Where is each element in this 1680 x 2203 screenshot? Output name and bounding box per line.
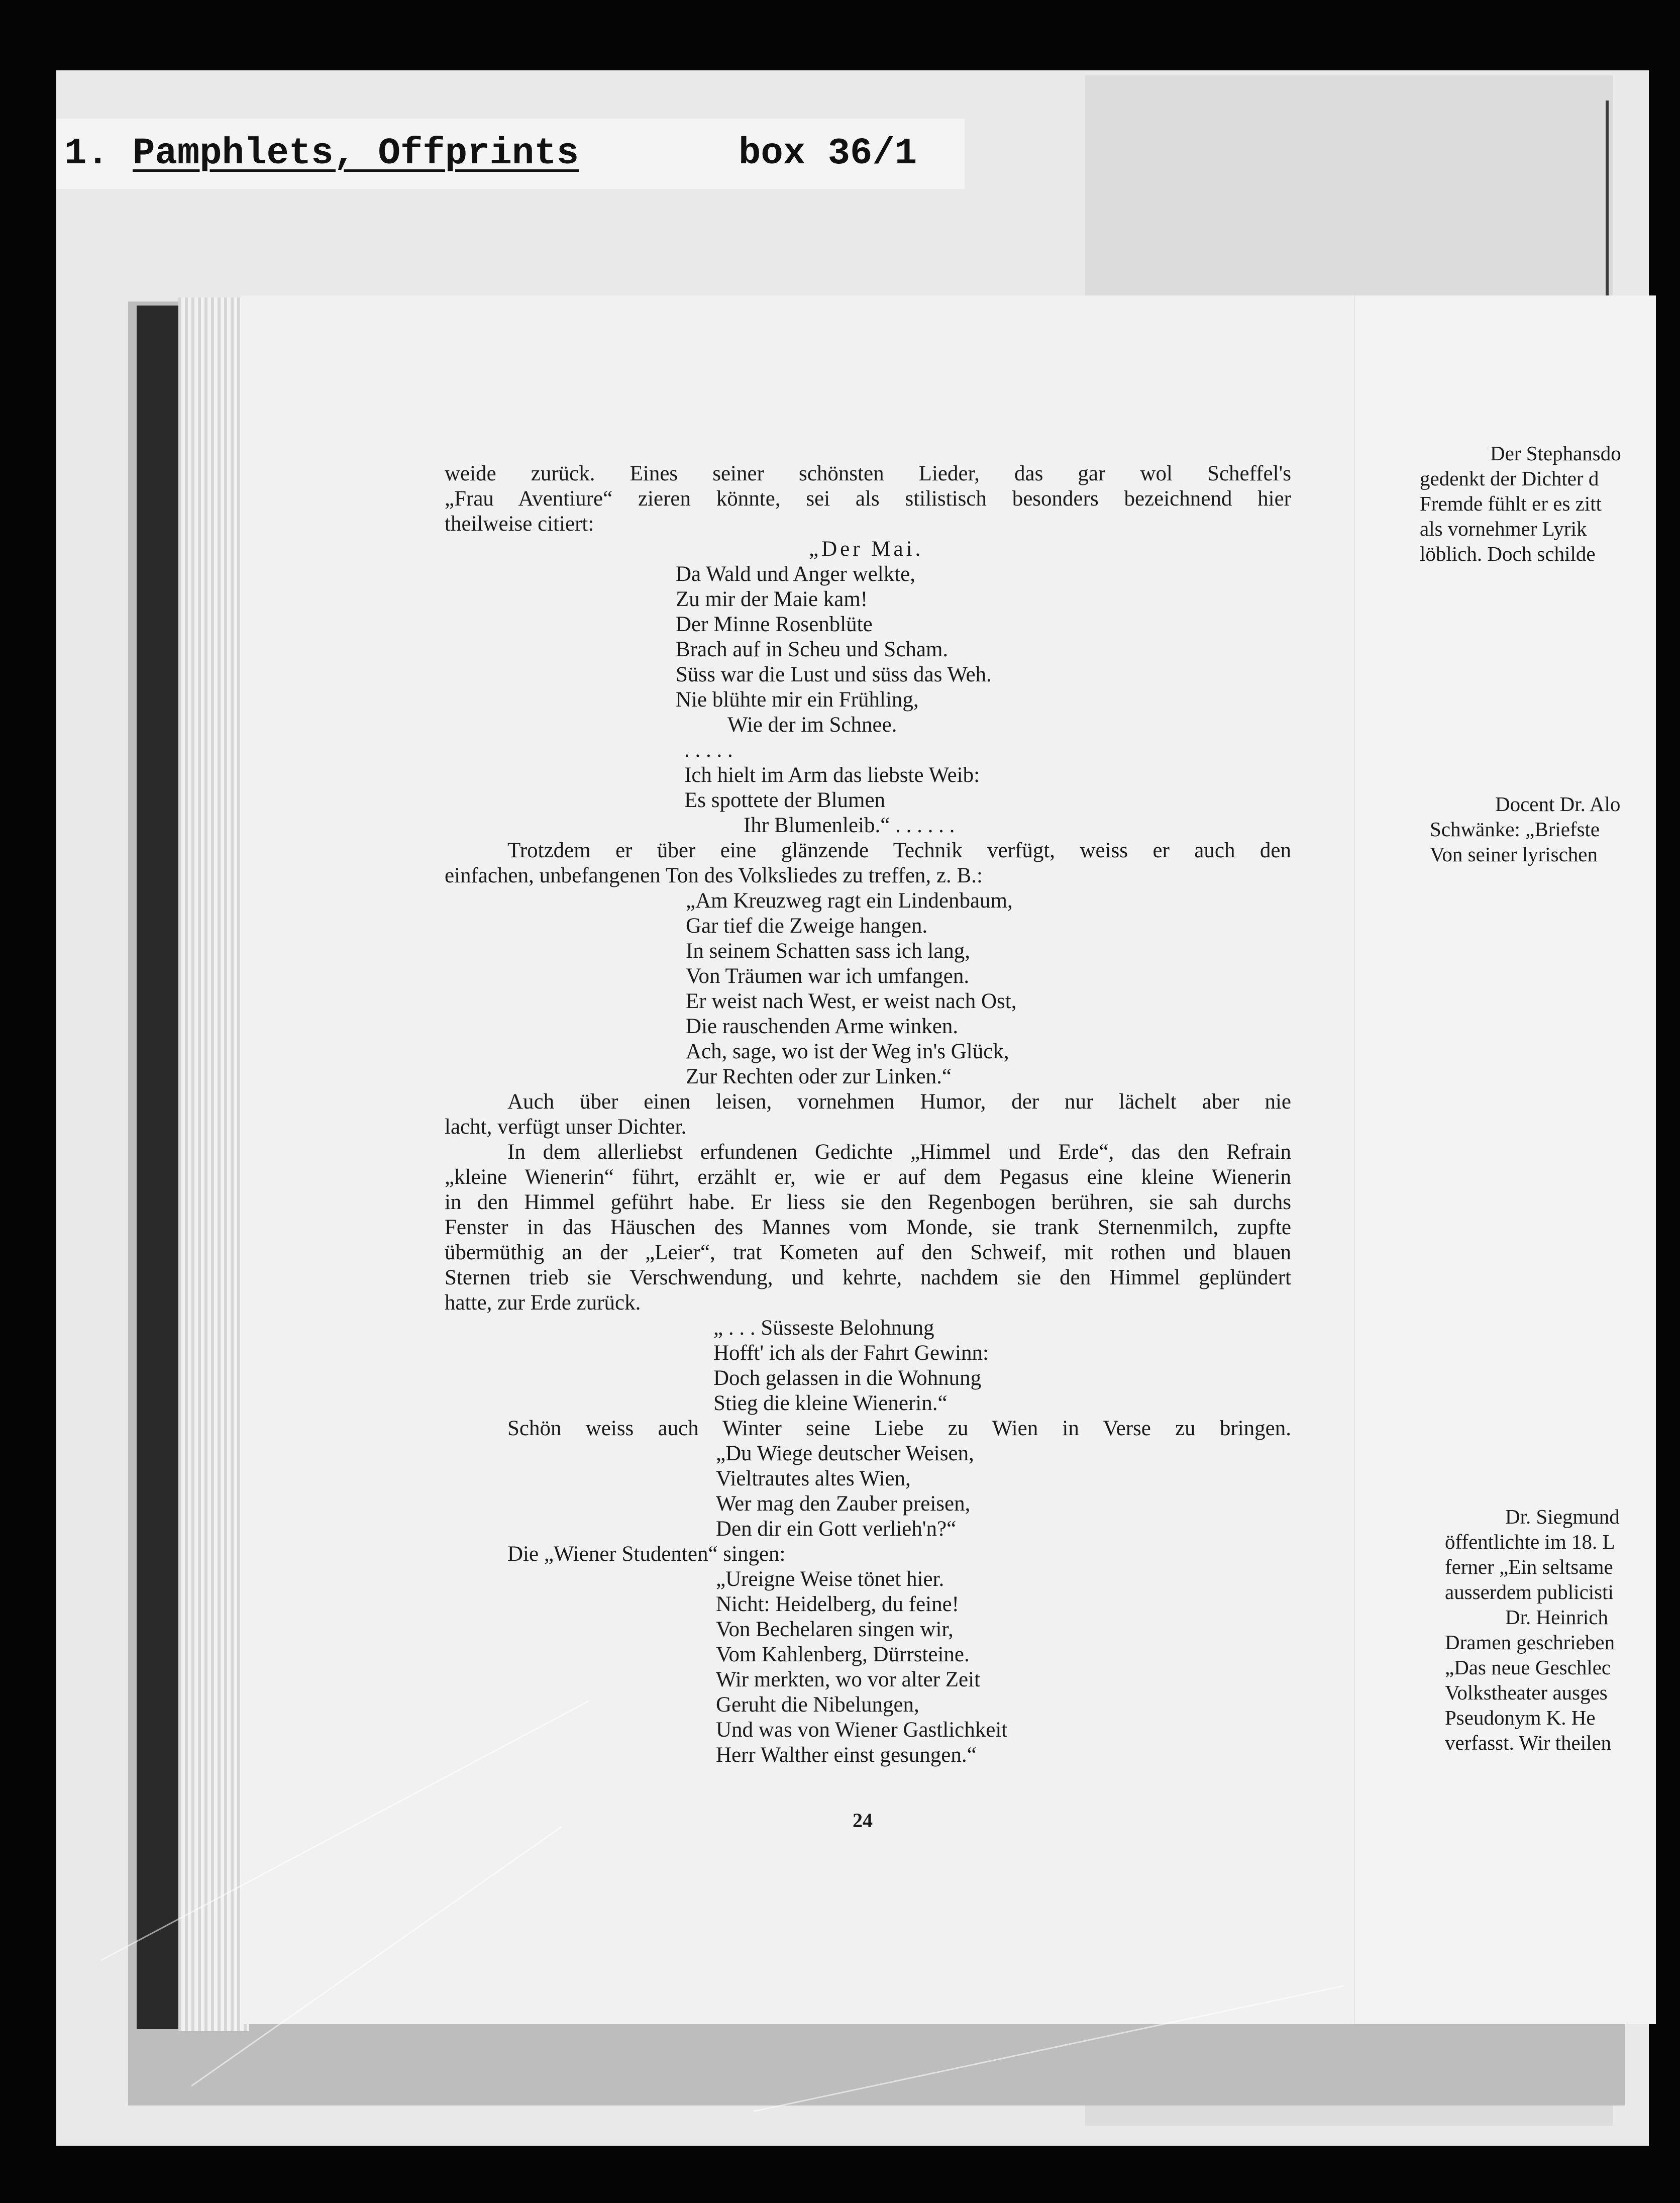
prose-line: In dem allerliebst erfundenen Gedichte „Himmel und Erde“, das den Refrain [507, 1140, 1291, 1164]
poem-line: Nie blühte mir ein Frühling, [676, 688, 919, 712]
poem-line: „Ureigne Weise tönet hier. [716, 1567, 944, 1591]
poem-line: Wie der im Schnee. [727, 713, 897, 737]
prose-line: Auch über einen leisen, vornehmen Humor, der nur lächelt aber nie [507, 1090, 1291, 1114]
prose-line: einfachen, unbefangenen Ton des Volksliedes zu treffen, z. B.: [445, 864, 983, 887]
right-page-line: Dr. Siegmund [1505, 1505, 1620, 1528]
poem-line: Brach auf in Scheu und Scham. [676, 638, 949, 661]
prose-line: „kleine Wienerin“ führt, erzählt er, wie er auf dem Pegasus eine kleine Wienerin [445, 1165, 1291, 1189]
right-page-line: verfasst. Wir theilen [1445, 1731, 1612, 1754]
prose-line: Die „Wiener Studenten“ singen: [507, 1542, 786, 1566]
poem-line: Herr Walther einst gesungen.“ [716, 1743, 977, 1767]
poem-line: Nicht: Heidelberg, du feine! [716, 1592, 959, 1616]
poem-line: Den dir ein Gott verlieh'n?“ [716, 1517, 957, 1541]
poem-line: „Du Wiege deutscher Weisen, [716, 1442, 974, 1465]
poem-line: „Der Mai. [809, 537, 924, 561]
prose-line: „Frau Aventiure“ zieren könnte, sei als stilistisch besonders bezeichnend hier [445, 487, 1291, 511]
right-page-line: öffentlichte im 18. L [1445, 1530, 1615, 1553]
prose-line: theilweise citiert: [445, 512, 594, 536]
label-title: Pamphlets, Offprints [133, 133, 579, 175]
right-page-line: „Das neue Geschlec [1445, 1656, 1611, 1679]
booklet-cover-edge [137, 306, 182, 2029]
archive-label [56, 119, 965, 189]
prose-line: in den Himmel geführt habe. Er liess sie den Regenbogen berühren, sie sah durchs [445, 1190, 1291, 1214]
prose-line: übermüthig an der „Leier“, trat Kometen auf den Schweif, mit rothen und blauen [445, 1241, 1291, 1264]
poem-line: Der Minne Rosenblüte [676, 613, 873, 636]
right-page-line: Pseudonym K. He [1445, 1706, 1596, 1729]
poem-line: Er weist nach West, er weist nach Ost, [686, 989, 1017, 1013]
poem-line: Von Bechelaren singen wir, [716, 1618, 954, 1641]
poem-line: Vieltrautes altes Wien, [716, 1467, 911, 1490]
page-number: 24 [853, 1809, 873, 1832]
prose-line: Trotzdem er über eine glänzende Technik verfügt, weiss er auch den [507, 839, 1291, 862]
right-page-line: Von seiner lyrischen [1430, 843, 1598, 866]
right-page-line: Dramen geschrieben [1445, 1631, 1615, 1654]
poem-line: Süss war die Lust und süss das Weh. [676, 663, 992, 686]
poem-line: Hofft' ich als der Fahrt Gewinn: [713, 1341, 989, 1365]
label-box-number: box 36/1 [739, 133, 917, 175]
poem-line: Stieg die kleine Wienerin.“ [713, 1391, 948, 1415]
prose-line: weide zurück. Eines seiner schönsten Lieder, das gar wol Scheffel's [445, 462, 1291, 485]
right-page-line: Fremde fühlt er es zitt [1420, 492, 1602, 515]
right-page-line: als vornehmer Lyrik [1420, 517, 1587, 540]
prose-line: Sternen trieb sie Verschwendung, und kehrte, nachdem sie den Himmel geplündert [445, 1266, 1291, 1289]
right-page-line: Dr. Heinrich [1505, 1606, 1608, 1629]
poem-line: Ach, sage, wo ist der Weg in's Glück, [686, 1040, 1009, 1063]
poem-line: „Am Kreuzweg ragt ein Lindenbaum, [686, 889, 1013, 913]
poem-line: Wir merkten, wo vor alter Zeit [716, 1668, 981, 1691]
right-page-line: ferner „Ein seltsame [1445, 1555, 1613, 1578]
right-page-line: Der Stephansdo [1490, 442, 1621, 465]
poem-line: Wer mag den Zauber preisen, [716, 1492, 971, 1516]
right-page-line: Volkstheater ausges [1445, 1681, 1608, 1704]
poem-line: Zu mir der Maie kam! [676, 587, 868, 611]
poem-line: Es spottete der Blumen [684, 788, 886, 812]
prose-line: lacht, verfügt unser Dichter. [445, 1115, 687, 1139]
poem-line: . . . . . [684, 738, 733, 762]
poem-line: Da Wald und Anger welkte, [676, 562, 915, 586]
poem-line: Vom Kahlenberg, Dürrsteine. [716, 1643, 970, 1666]
right-page-line: gedenkt der Dichter d [1420, 467, 1599, 490]
poem-line: Geruht die Nibelungen, [716, 1693, 919, 1717]
poem-line: Zur Rechten oder zur Linken.“ [686, 1065, 952, 1088]
right-page-line: löblich. Doch schilde [1420, 542, 1596, 565]
poem-line: Von Träumen war ich umfangen. [686, 964, 970, 988]
right-page-line: Docent Dr. Alo [1495, 792, 1621, 816]
prose-line: hatte, zur Erde zurück. [445, 1291, 641, 1315]
poem-line: In seinem Schatten sass ich lang, [686, 939, 971, 963]
right-page-line: Schwänke: „Briefste [1430, 818, 1600, 841]
poem-line: Und was von Wiener Gastlichkeit [716, 1718, 1008, 1742]
poem-line: Ich hielt im Arm das liebste Weib: [684, 763, 980, 787]
right-page-line: ausserdem publicisti [1445, 1580, 1614, 1604]
poem-line: Doch gelassen in die Wohnung [713, 1366, 982, 1390]
poem-line: „ . . . Süsseste Belohnung [713, 1316, 934, 1340]
prose-line: Schön weiss auch Winter seine Liebe zu Wien in Verse zu bringen. [507, 1417, 1291, 1440]
poem-line: Die rauschenden Arme winken. [686, 1015, 959, 1038]
prose-line: Fenster in das Häuschen des Mannes vom Monde, sie trank Sternenmilch, zupfte [445, 1216, 1291, 1239]
label-number: 1. [64, 133, 109, 175]
right-page [1351, 295, 1656, 2024]
page-stack [178, 297, 249, 2031]
poem-line: Gar tief die Zweige hangen. [686, 914, 928, 938]
poem-line: Ihr Blumenleib.“ . . . . . . [744, 814, 955, 837]
